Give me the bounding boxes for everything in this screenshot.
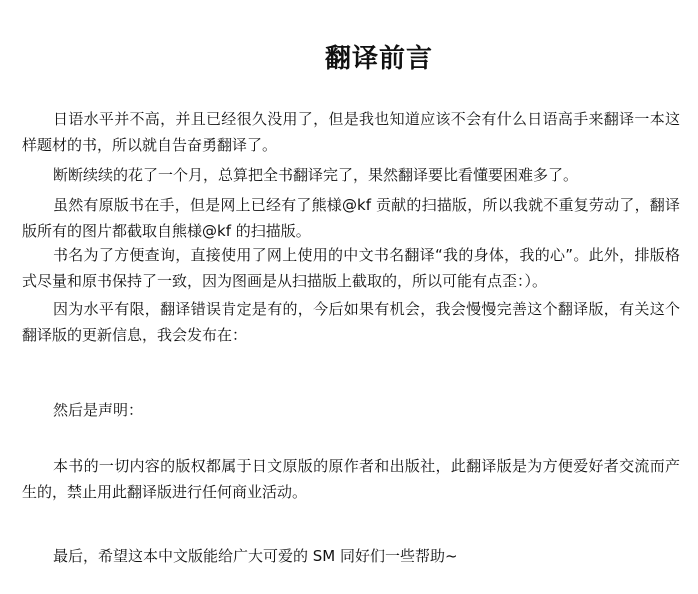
paragraph-updates: 因为水平有限，翻译错误肯定是有的，今后如果有机会，我会慢慢完善这个翻译版，有关这个翻译版的更新信息，我会发布在： [22, 300, 680, 344]
paragraph-intro: 日语水平并不高，并且已经很久没用了，但是我也知道应该不会有什么日语高手来翻译一本这样题材的书，所以就自告奋勇翻译了。 [22, 110, 680, 154]
paragraph-copyright: 本书的一切内容的版权都属于日文原版的原作者和出版社，此翻译版是为方便爱好者交流而产生的，禁止用此翻译版进行任何商业活动。 [22, 457, 680, 501]
paragraph-closing: 最后，希望这本中文版能给广大可爱的 SM 同好们一些帮助~ [53, 547, 458, 565]
paragraph-book-title: 书名为了方便查询，直接使用了网上使用的中文书名翻译“我的身体，我的心”。此外，排版格式尽量和原书保持了一致，因为图画是从扫描版上截取的，所以可能有点歪：）。 [22, 246, 680, 290]
paragraph-duration: 断断续续的花了一个月，总算把全书翻译完了，果然翻译要比看懂要困难多了。 [53, 166, 579, 184]
paragraph-source-scan: 虽然有原版书在手，但是网上已经有了熊様@kf 贡献的扫描版，所以我就不重复劳动了，翻译版所有的图片都截取自熊様@kf 的扫描版。 [22, 196, 680, 240]
document-title: 翻译前言 [324, 44, 433, 74]
paragraph-statement-heading: 然后是声明： [53, 401, 144, 419]
